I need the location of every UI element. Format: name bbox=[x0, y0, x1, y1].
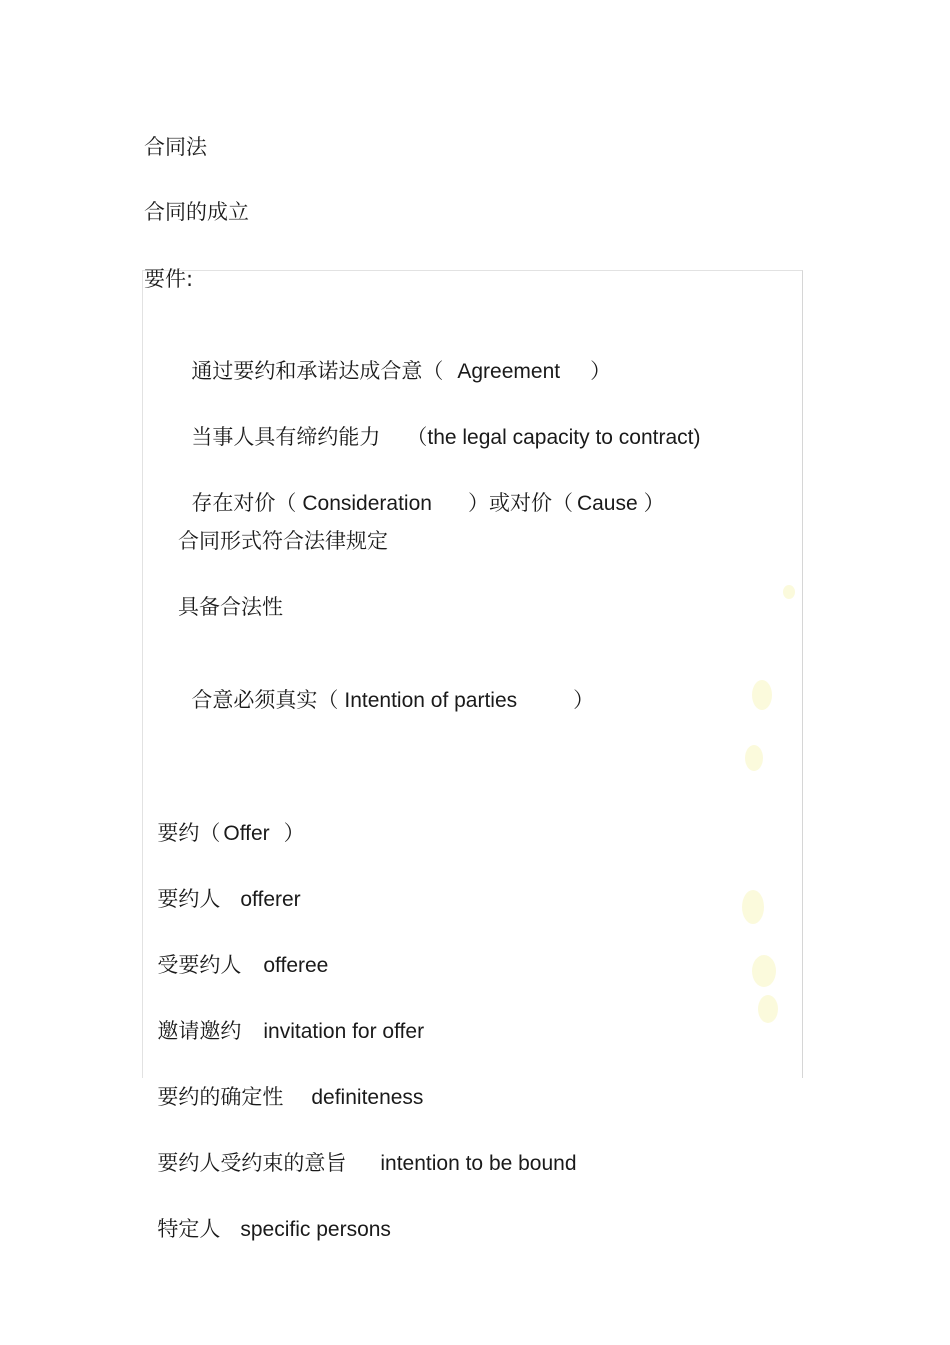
requirement-cn: 通过要约和承诺达成合意（ bbox=[191, 359, 444, 383]
requirement-item bbox=[178, 395, 701, 452]
term-en: definiteness bbox=[311, 1086, 424, 1109]
term-item bbox=[144, 923, 328, 980]
term-en: intention to be bound bbox=[380, 1152, 577, 1175]
term-en: offeree bbox=[263, 954, 329, 977]
scan-speck bbox=[752, 680, 772, 710]
scan-speck bbox=[758, 995, 778, 1023]
term-cn: 要约的确定性 bbox=[157, 1085, 284, 1109]
term-item bbox=[144, 1055, 423, 1112]
requirement-mid: ）或对价（ bbox=[467, 491, 573, 515]
requirement-en2: Cause bbox=[576, 492, 638, 515]
requirement-en: Consideration bbox=[302, 492, 432, 515]
term-item bbox=[144, 857, 301, 914]
term-item bbox=[144, 989, 424, 1046]
requirement-close: ） bbox=[590, 359, 612, 383]
section-heading: 合同的成立 bbox=[144, 200, 249, 224]
term-en: invitation for offer bbox=[263, 1020, 425, 1043]
term-cn: 特定人 bbox=[157, 1217, 221, 1241]
requirement-en: Intention of parties bbox=[344, 689, 518, 712]
requirement-cn: 当事人具有缔约能力 bbox=[191, 425, 381, 449]
requirement-item: 具备合法性 bbox=[178, 595, 283, 619]
requirement-close: ） bbox=[573, 688, 595, 712]
requirement-cn: 存在对价（ bbox=[191, 491, 297, 515]
scan-speck bbox=[745, 745, 763, 771]
doc-title: 合同法 bbox=[144, 135, 207, 159]
term-close: ） bbox=[283, 821, 305, 845]
scan-speck bbox=[752, 955, 776, 987]
term-cn: 受要约人 bbox=[157, 953, 242, 977]
term-cn: 要约（ bbox=[157, 821, 221, 845]
requirement-en: Agreement bbox=[457, 360, 561, 383]
requirement-close: ） bbox=[643, 491, 665, 515]
scan-speck bbox=[742, 890, 764, 924]
requirement-cn: 合意必须真实（ bbox=[191, 688, 339, 712]
term-cn: 要约人受约束的意旨 bbox=[157, 1151, 347, 1175]
requirement-item bbox=[178, 658, 594, 715]
requirement-item bbox=[178, 329, 611, 386]
term-en: specific persons bbox=[240, 1218, 391, 1241]
term-cn: 要约人 bbox=[157, 887, 221, 911]
term-item bbox=[144, 1121, 577, 1178]
term-item bbox=[144, 791, 305, 848]
term-item bbox=[144, 1187, 391, 1244]
term-cn: 邀请邀约 bbox=[157, 1019, 242, 1043]
scan-speck bbox=[783, 585, 795, 599]
term-en: Offer bbox=[223, 822, 270, 845]
requirements-heading: 要件: bbox=[144, 267, 194, 291]
requirement-item: 合同形式符合法律规定 bbox=[178, 529, 388, 553]
requirement-en: （the legal capacity to contract) bbox=[406, 426, 701, 449]
term-en: offerer bbox=[240, 888, 301, 911]
requirement-item bbox=[178, 461, 665, 518]
